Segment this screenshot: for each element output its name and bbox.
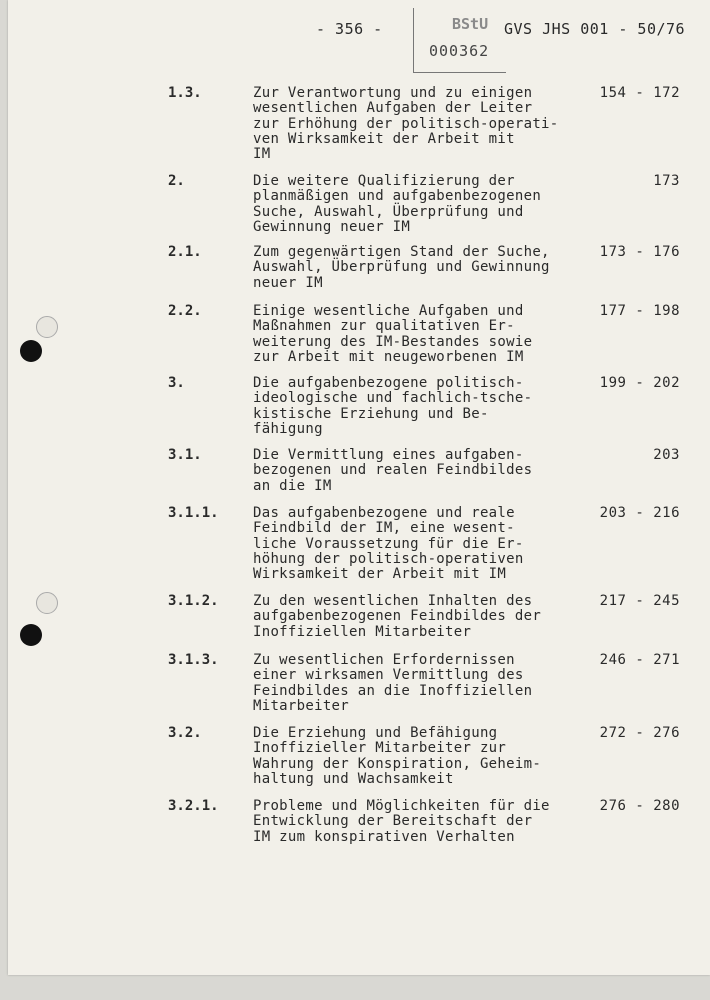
document-reference: GVS JHS 001 - 50/76 bbox=[504, 20, 686, 38]
section-number: 2.1. bbox=[168, 244, 202, 260]
punch-hole bbox=[36, 592, 58, 614]
section-number: 1.3. bbox=[168, 85, 202, 101]
section-title: Zum gegenwärtigen Stand der Suche, Auswahl, Überprüfung und Gewinnung neuer IM bbox=[253, 244, 550, 291]
punch-hole bbox=[36, 316, 58, 338]
stamp-number: 000362 bbox=[429, 42, 490, 60]
archive-stamp bbox=[413, 8, 506, 73]
section-number: 3. bbox=[168, 375, 185, 391]
section-title: Die Vermittlung eines aufgaben- bezogenen und realen Feindbildes an die IM bbox=[253, 447, 533, 494]
page-range: 173 - 176 bbox=[599, 244, 680, 260]
section-title: Die aufgabenbezogene politisch- ideologische und fachlich-tsche- kistische Erziehung und Be- fähigung bbox=[253, 375, 533, 437]
section-number: 3.1.2. bbox=[168, 593, 219, 609]
section-title: Die Erziehung und Befähigung Inoffizieller Mitarbeiter zur Wahrung der Konspiration, Geheim- haltung und Wachsamkeit bbox=[253, 725, 542, 787]
page-range: 217 - 245 bbox=[599, 593, 680, 609]
page-range: 177 - 198 bbox=[599, 303, 680, 319]
section-number: 3.2. bbox=[168, 725, 202, 741]
page-range: 272 - 276 bbox=[599, 725, 680, 741]
section-number: 3.1. bbox=[168, 447, 202, 463]
section-number: 3.1.1. bbox=[168, 505, 219, 521]
section-number: 2.2. bbox=[168, 303, 202, 319]
section-title: Zu wesentlichen Erfordernissen einer wirksamen Vermittlung des Feindbildes an die Inoffiziellen Mitarbeiter bbox=[253, 652, 533, 714]
page-range: 276 - 280 bbox=[599, 798, 680, 814]
section-title: Zur Verantwortung und zu einigen wesentlichen Aufgaben der Leiter zur Erhöhung der politisch-operati- ven Wirksamkeit der Arbeit mit IM bbox=[253, 85, 559, 163]
punch-hole bbox=[20, 340, 42, 362]
punch-hole bbox=[20, 624, 42, 646]
section-title: Die weitere Qualifizierung der planmäßigen und aufgabenbezogenen Suche, Auswahl, Überprüfung und Gewinnung neuer IM bbox=[253, 173, 542, 235]
section-title: Einige wesentliche Aufgaben und Maßnahmen zur qualitativen Er- weiterung des IM-Bestandes sowie zur Arbeit mit neugeworbenen IM bbox=[253, 303, 533, 365]
section-number: 3.2.1. bbox=[168, 798, 219, 814]
page-range: 246 - 271 bbox=[599, 652, 680, 668]
page-range: 154 - 172 bbox=[599, 85, 680, 101]
document-page bbox=[8, 0, 710, 975]
section-title: Zu den wesentlichen Inhalten des aufgabenbezogenen Feindbildes der Inoffiziellen Mitarbeiter bbox=[253, 593, 542, 640]
page-range: 173 bbox=[653, 173, 680, 189]
stamp-logo: BStU bbox=[452, 15, 489, 33]
section-number: 2. bbox=[168, 173, 185, 189]
section-number: 3.1.3. bbox=[168, 652, 219, 668]
page-range: 199 - 202 bbox=[599, 375, 680, 391]
page-range: 203 - 216 bbox=[599, 505, 680, 521]
page-range: 203 bbox=[653, 447, 680, 463]
section-title: Das aufgabenbezogene und reale Feindbild der IM, eine wesent- liche Voraussetzung für die Er- höhung der politisch-operativen Wirksamkeit der Arbeit mit IM bbox=[253, 505, 524, 583]
section-title: Probleme und Möglichkeiten für die Entwicklung der Bereitschaft der IM zum konspirativen Verhalten bbox=[253, 798, 550, 845]
page-number: - 356 - bbox=[316, 20, 383, 38]
